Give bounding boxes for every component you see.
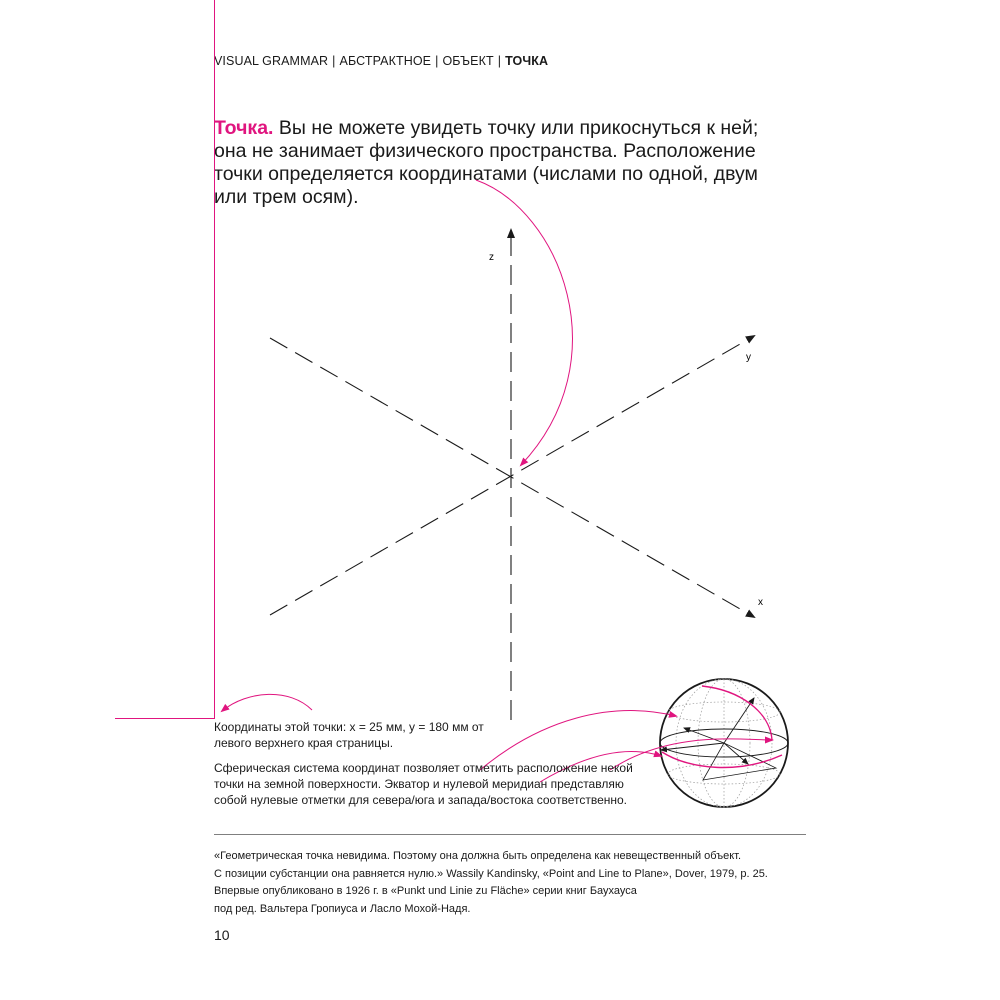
spherical-coordinates-text: Сферическая система координат позволяет отметить расположение некой точки на земной поверхности. Экватор и нулевой меридиан представляю собой нулевые отметки для севера/юга и запада/востока соответственно. <box>214 761 633 807</box>
x-axis-label: x <box>758 597 763 608</box>
quote-line: Впервые опубликовано в 1926 г. в «Punkt und Linie zu Fläche» серии книг Баухауса <box>214 885 637 897</box>
coordinates-caption: Координаты этой точки: x = 25 мм, y = 180 мм от левого верхнего края страницы. <box>214 720 484 750</box>
z-axis-label: z <box>489 252 494 263</box>
y-axis-label: y <box>746 352 751 363</box>
kandinsky-quote <box>214 848 804 918</box>
quote-line: С позиции субстанции она равняется нулю.» Wassily Kandinsky, «Point and Line to Plane», Dover, 1979, p. 25. <box>214 867 768 880</box>
intro-lead-word: Точка. <box>214 117 274 139</box>
header-separator: | <box>435 54 439 68</box>
page-number: 10 <box>214 927 230 943</box>
globe-radius-arrow <box>661 743 724 750</box>
quote-line: «Геометрическая точка невидима. Поэтому она должна быть определена как невещественный объект. <box>214 850 742 862</box>
globe-radius-arrow <box>724 743 748 764</box>
header-part-object: ОБЪЕКТ <box>442 54 494 68</box>
x-axis-line <box>270 338 754 617</box>
header-separator: | <box>497 54 502 68</box>
header-part-visual-grammar: VISUAL GRAMMAR <box>214 54 329 68</box>
quote-line: под ред. Вальтера Гропиуса и Ласло Мохой-Надя. <box>214 902 471 915</box>
point-pointer-arrow <box>476 180 572 465</box>
header-part-point: ТОЧКА <box>505 54 549 68</box>
header-part-abstract: АБСТРАКТНОЕ <box>339 54 432 68</box>
coords-pointer-arrow <box>222 694 312 711</box>
intro-body: Вы не можете увидеть точку или прикоснуться к ней; она не занимает физического пространства. Расположение точки определяется координатами (числами по одной, двум или трем осям). <box>214 117 759 208</box>
y-axis-line <box>270 336 754 615</box>
header-separator: | <box>332 54 336 68</box>
globe-radius-arrow <box>724 698 754 743</box>
